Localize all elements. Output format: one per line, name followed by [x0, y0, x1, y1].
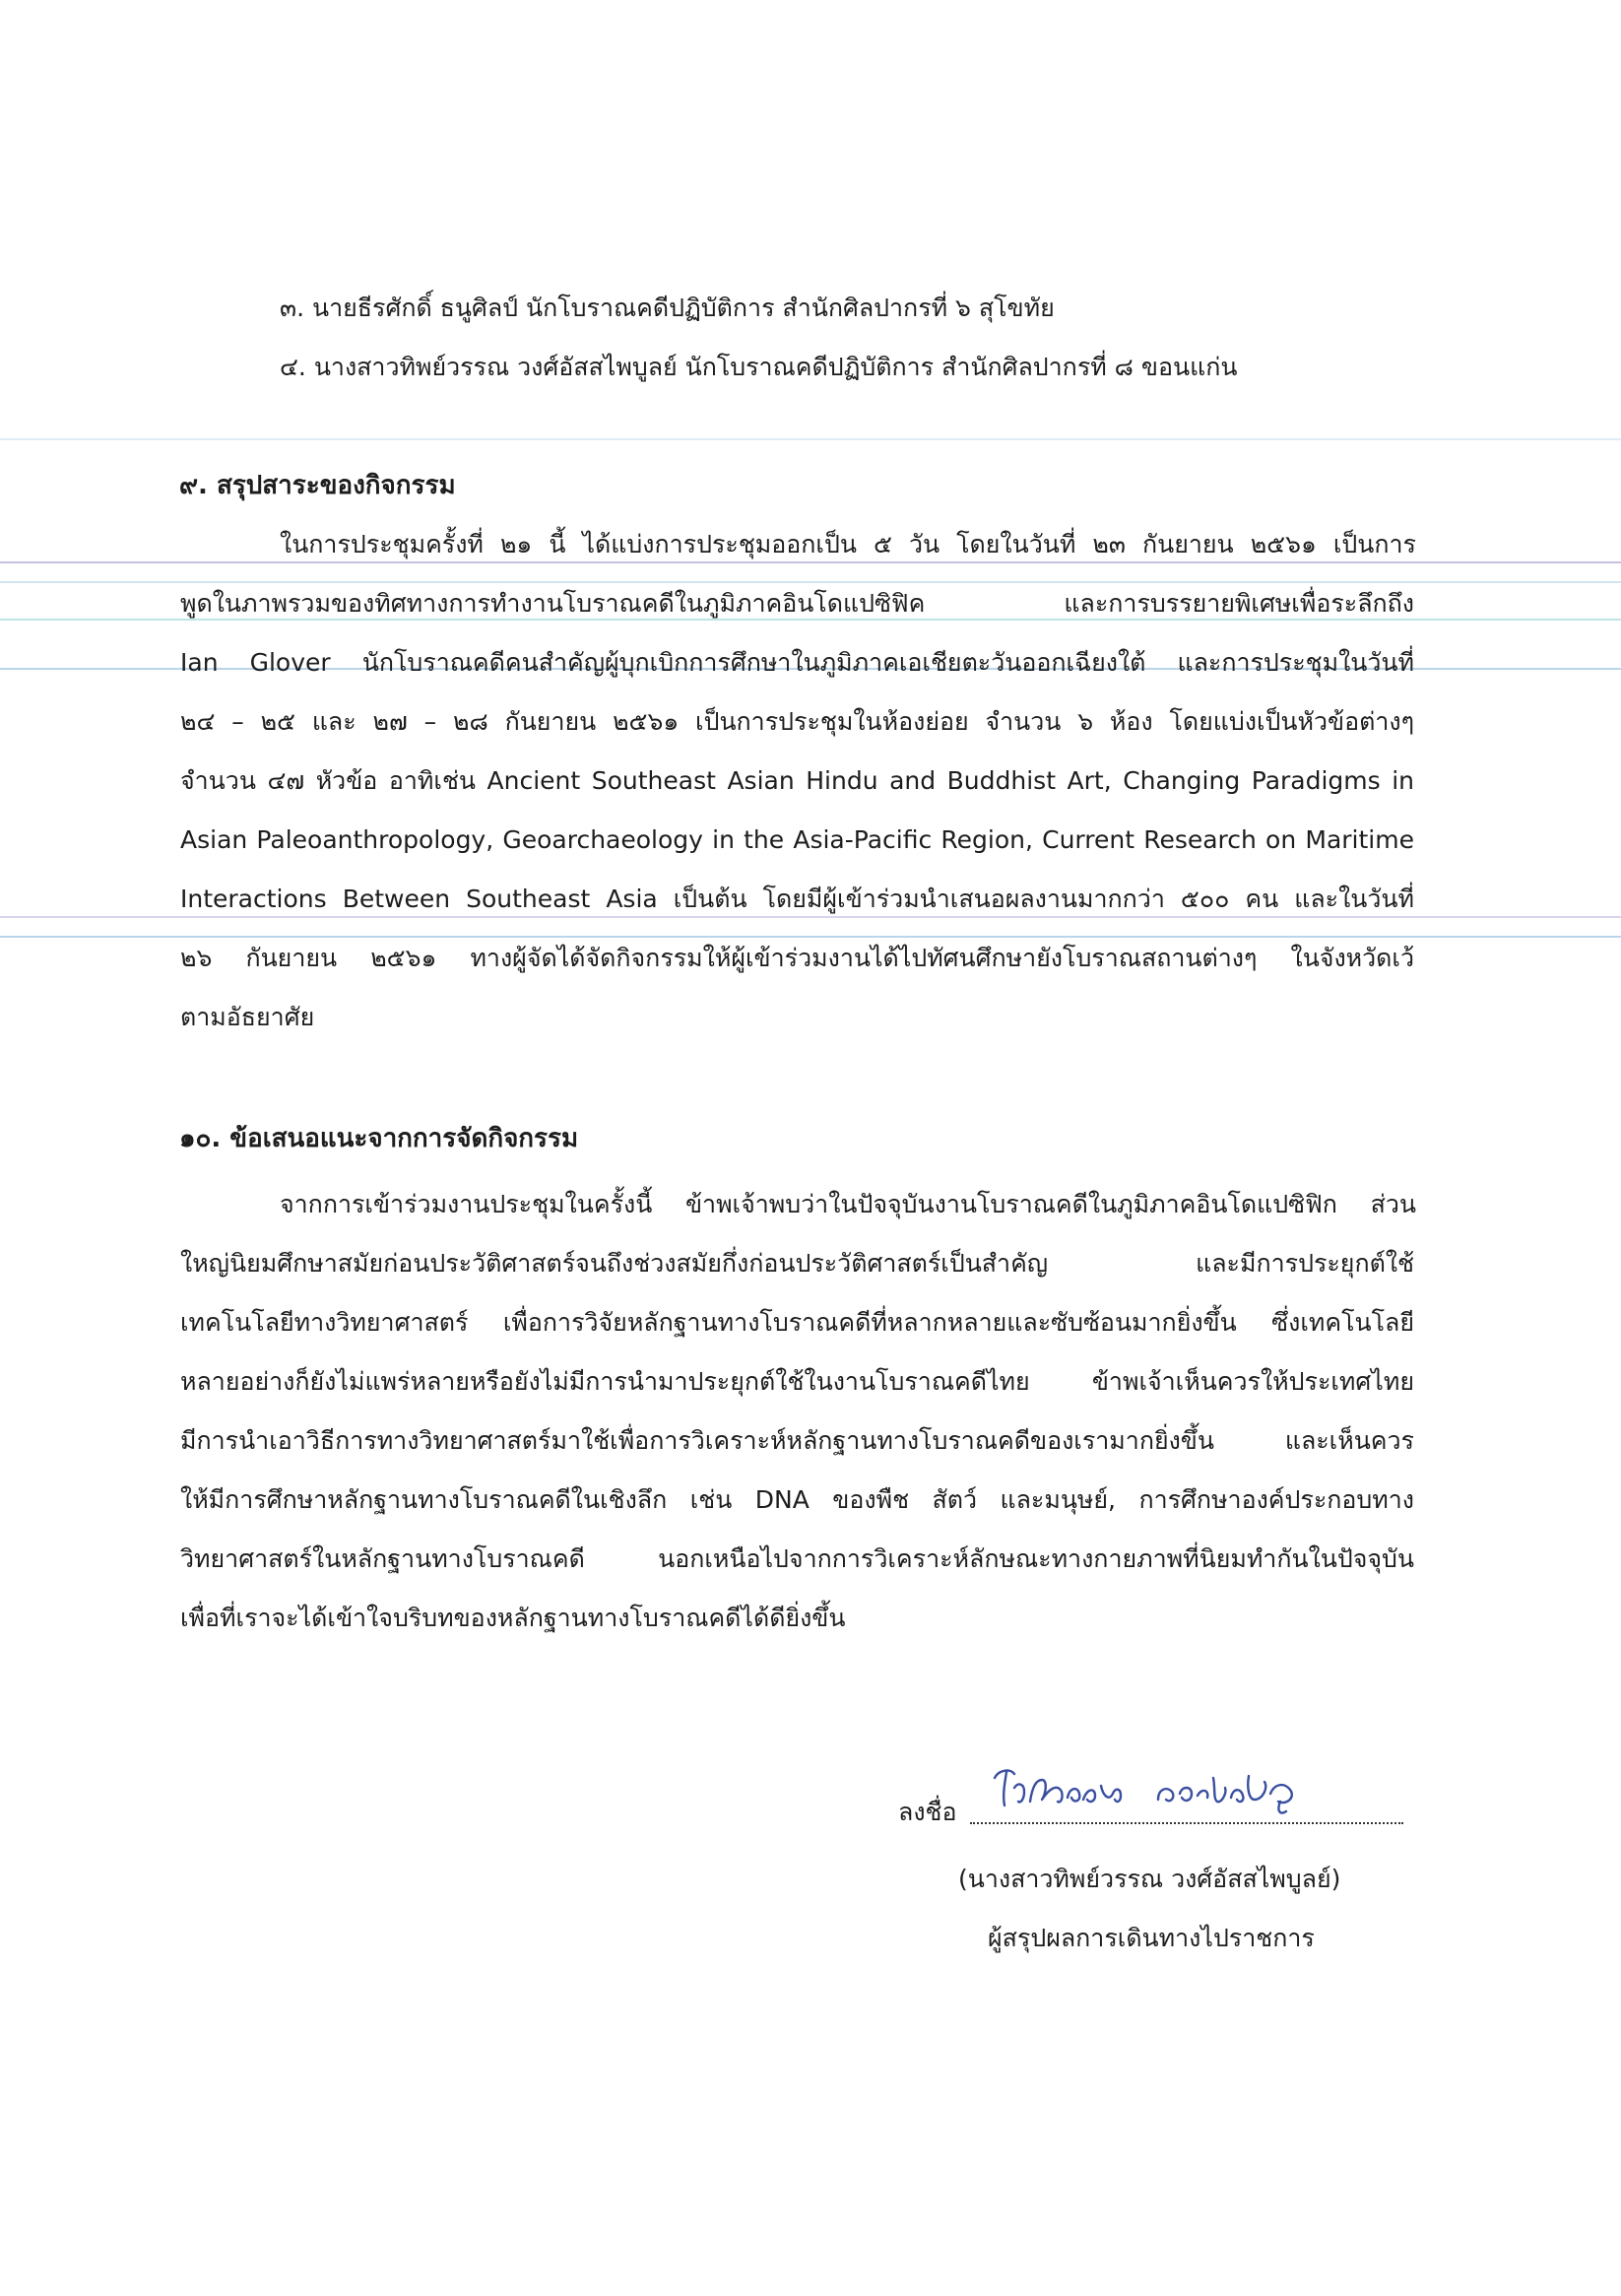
- section10-heading: ๑๐. ข้อเสนอแนะจากการจัดกิจกรรม: [179, 1124, 579, 1153]
- scan-artifact-line: [0, 936, 1621, 938]
- section10-line: จากการเข้าร่วมงานประชุมในครั้งนี้ ข้าพเจ้าพบว่าในปัจจุบันงานโบราณคดีในภูมิภาคอินโดแปซิฟิก ส่วน: [280, 1190, 1416, 1218]
- section9-line: ๒๖ กันยายน ๒๕๖๑ ทางผู้จัดได้จัดกิจกรรมให้ผู้เข้าร่วมงานได้ไปทัศนศึกษายังโบราณสถานต่างๆ ในจังหวัดเว้: [180, 944, 1414, 972]
- section10-line: ให้มีการศึกษาหลักฐานทางโบราณคดีในเชิงลึก เช่น DNA ของพืช สัตว์ และมนุษย์, การศึกษาองค์ประกอบทาง: [180, 1485, 1414, 1514]
- scan-artifact-line: [0, 916, 1621, 918]
- section9-heading: ๙. สรุปสาระของกิจกรรม: [179, 471, 456, 500]
- section9-line: ๒๔ – ๒๕ และ ๒๗ – ๒๘ กันยายน ๒๕๖๑ เป็นการประชุมในห้องย่อย จำนวน ๖ ห้อง โดยแบ่งเป็นหัวข้อต่างๆ: [180, 707, 1414, 736]
- scan-artifact-line: [0, 581, 1621, 583]
- section10-line: เทคโนโลยีทางวิทยาศาสตร์ เพื่อการวิจัยหลักฐานทางโบราณคดีที่หลากหลายและซับซ้อนมากยิ่งขึ้น ซึ่งเทคโนโลยี: [180, 1308, 1414, 1337]
- section9-line: Asian Paleoanthropology, Geoarchaeology in the Asia-Pacific Region, Current Research on Maritime: [180, 825, 1414, 854]
- signature-label: ลงชื่อ: [898, 1798, 957, 1826]
- section9-line: จำนวน ๔๗ หัวข้อ อาทิเช่น Ancient Southeast Asian Hindu and Buddhist Art, Changing Paradigms in: [180, 766, 1414, 795]
- attendee-line-3: ๓. นายธีรศักดิ์ ธนูศิลป์ นักโบราณคดีปฏิบัติการ สำนักศิลปากรที่ ๖ สุโขทัย: [280, 294, 1055, 322]
- scan-artifact-line: [0, 438, 1621, 440]
- section10-line: ใหญ่นิยมศึกษาสมัยก่อนประวัติศาสตร์จนถึงช่วงสมัยกึ่งก่อนประวัติศาสตร์เป็นสำคัญ และมีการประยุกต์ใช้: [180, 1249, 1414, 1278]
- section9-line: Interactions Between Southeast Asia เป็นต้น โดยมีผู้เข้าร่วมนำเสนอผลงานมากกว่า ๕๐๐ คน และในวันที่: [180, 885, 1414, 913]
- section10-line: หลายอย่างก็ยังไม่แพร่หลายหรือยังไม่มีการนำมาประยุกต์ใช้ในงานโบราณคดีไทย ข้าพเจ้าเห็นควรให้ประเทศไทย: [180, 1367, 1414, 1396]
- section9-line: พูดในภาพรวมของทิศทางการทำงานโบราณคดีในภูมิภาคอินโดแปซิฟิค และการบรรยายพิเศษเพื่อระลึกถึง: [180, 589, 1414, 618]
- signer-name: (นางสาวทิพย์วรรณ วงศ์อัสสไพบูลย์): [958, 1865, 1341, 1893]
- section10-line: วิทยาศาสตร์ในหลักฐานทางโบราณคดี นอกเหนือไปจากการวิเคราะห์ลักษณะทางกายภาพที่นิยมทำกันในปัจจุบัน: [180, 1544, 1414, 1573]
- section9-line: ตามอัธยาศัย: [180, 1003, 315, 1031]
- section10-line: มีการนำเอาวิธีการทางวิทยาศาสตร์มาใช้เพื่อการวิเคราะห์หลักฐานทางโบราณคดีของเรามากยิ่งขึ้น และเห็นควร: [180, 1426, 1414, 1455]
- handwritten-signature: [985, 1758, 1310, 1819]
- section9-line: Ian Glover นักโบราณคดีคนสำคัญผู้บุกเบิกการศึกษาในภูมิภาคเอเชียตะวันออกเฉียงใต้ และการประชุมในวันที่: [180, 648, 1414, 677]
- section9-line: ในการประชุมครั้งที่ ๒๑ นี้ ได้แบ่งการประชุมออกเป็น ๕ วัน โดยในวันที่ ๒๓ กันยายน ๒๕๖๑ เป็นการ: [280, 530, 1416, 558]
- signer-role: ผู้สรุปผลการเดินทางไปราชการ: [988, 1924, 1315, 1952]
- scan-artifact-line: [0, 619, 1621, 621]
- attendee-line-4: ๔. นางสาวทิพย์วรรณ วงศ์อัสสไพบูลย์ นักโบราณคดีปฏิบัติการ สำนักศิลปากรที่ ๘ ขอนแก่น: [280, 353, 1238, 381]
- section10-line: เพื่อที่เราจะได้เข้าใจบริบทของหลักฐานทางโบราณคดีได้ดียิ่งขึ้น: [180, 1604, 846, 1632]
- scan-artifact-line: [0, 561, 1621, 563]
